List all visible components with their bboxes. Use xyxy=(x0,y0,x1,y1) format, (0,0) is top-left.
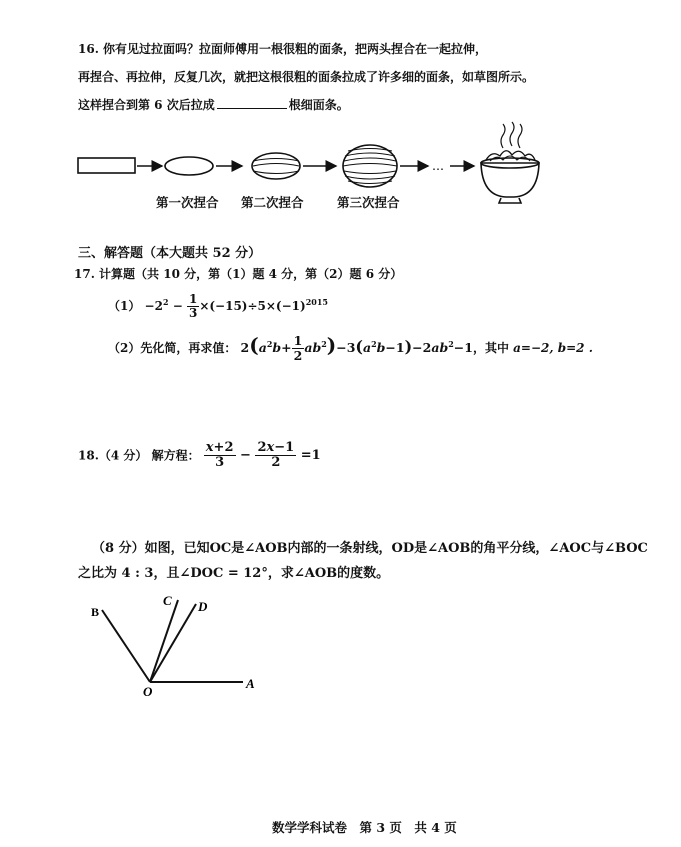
q16-line3-b: 根细面条。 xyxy=(288,98,349,112)
caption-second: 第二次捏合 xyxy=(241,195,304,210)
label-A: A xyxy=(246,676,255,691)
label-B: B xyxy=(91,605,100,619)
q17-head: 17. 计算题（共 10 分，第（1）题 4 分，第（2）题 6 分） xyxy=(74,267,403,281)
q17-part1-expr: $-2^2$ − $\frac{1}{3}$ $\times(-15)\div 5\times(-1)^{2015}$ xyxy=(144,292,328,321)
noodle-bowl-icon xyxy=(481,122,539,203)
q17-part2-label: （2）先化简，再求值： xyxy=(108,341,237,355)
caption-third: 第三次捏合 xyxy=(337,195,400,210)
q17-part1-label: （1） xyxy=(108,299,141,314)
q18-head: 18.（4 分） 解方程： xyxy=(78,448,200,463)
q18 xyxy=(78,441,321,471)
second-fold xyxy=(252,153,300,179)
angle-figure xyxy=(0,580,681,710)
third-fold xyxy=(343,145,397,187)
page-footer: 数学学科试卷 第 3 页 共 4 页 xyxy=(272,820,457,835)
q16-line2: 再捏合、再拉伸，反复几次，就把这根很粗的面条拉成了许多细的面条，如草图所示。 xyxy=(78,70,535,84)
caption-first: 第一次捏合 xyxy=(156,195,219,210)
q17-part1 xyxy=(108,293,328,320)
q16-line3-a: 这样捏合到第 6 次后拉成 xyxy=(78,98,215,112)
q17-part2 xyxy=(108,333,593,363)
q17-part2-expr: $2(a^2b+$ $\frac{1}{2}$ $ab^2)-3(a^2b-1)-2ab^2-1$ xyxy=(240,333,473,363)
label-D: D xyxy=(198,599,208,614)
dough-rect xyxy=(78,158,135,173)
ray-OB xyxy=(102,610,150,682)
label-O: O xyxy=(143,684,153,699)
section-title: 三、解答题（本大题共 52 分） xyxy=(78,246,262,261)
q17-part2-vals: a=−2, b=2 . xyxy=(513,341,593,355)
q17-part2-cond: ，其中 xyxy=(472,341,509,355)
q18-equation: $\frac{x+2}{3}$ − $\frac{2x-1}{2}$ =1 xyxy=(205,440,321,471)
q19-line1: （8 分）如图，已知OC是∠AOB内部的一条射线，OD是∠AOB的角平分线，∠AOC与∠BOC xyxy=(92,541,648,556)
ellipsis-dots: … xyxy=(432,159,444,173)
q16-line1: 16. 你有见过拉面吗？拉面师傅用一根很粗的面条，把两头捏合在一起拉伸， xyxy=(78,42,488,56)
label-C: C xyxy=(163,593,172,608)
first-fold xyxy=(165,157,213,175)
q19-line2: 之比为 4 : 3，且∠DOC = 12°，求∠AOB的度数。 xyxy=(78,566,390,581)
